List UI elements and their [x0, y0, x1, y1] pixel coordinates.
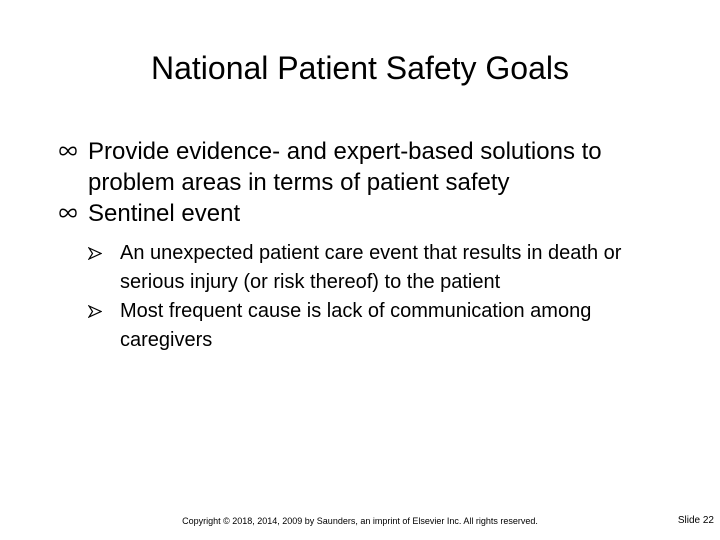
- sub-bullet-group: [58, 239, 678, 355]
- sub-bullet-item: [88, 297, 678, 355]
- sub-bullet-item: [88, 239, 678, 297]
- bullet-list: [58, 136, 678, 355]
- bullet-text: Provide evidence- and expert-based solutions to problem areas in terms of patient safety: [88, 138, 602, 196]
- arrowhead-icon: [88, 247, 102, 260]
- slide-title: National Patient Safety Goals: [150, 50, 569, 86]
- arrowhead-icon: [88, 305, 102, 318]
- slide-number: Slide 22: [677, 515, 714, 526]
- bullet-text: Sentinel event: [88, 200, 241, 227]
- bullet-item: [58, 198, 678, 229]
- bullet-item: [58, 136, 678, 198]
- infinity-icon: [58, 145, 78, 157]
- sub-bullet-text: An unexpected patient care event that results in death or serious injury (or risk thereof) to the patient: [120, 242, 622, 293]
- footer-copyright: Copyright © 2018, 2014, 2009 by Saunders, an imprint of Elsevier Inc. All rights reserved.: [182, 516, 538, 526]
- sub-bullet-list: [58, 239, 678, 355]
- sub-bullet-text: Most frequent cause is lack of communication among caregivers: [120, 300, 592, 351]
- infinity-icon: [58, 207, 78, 219]
